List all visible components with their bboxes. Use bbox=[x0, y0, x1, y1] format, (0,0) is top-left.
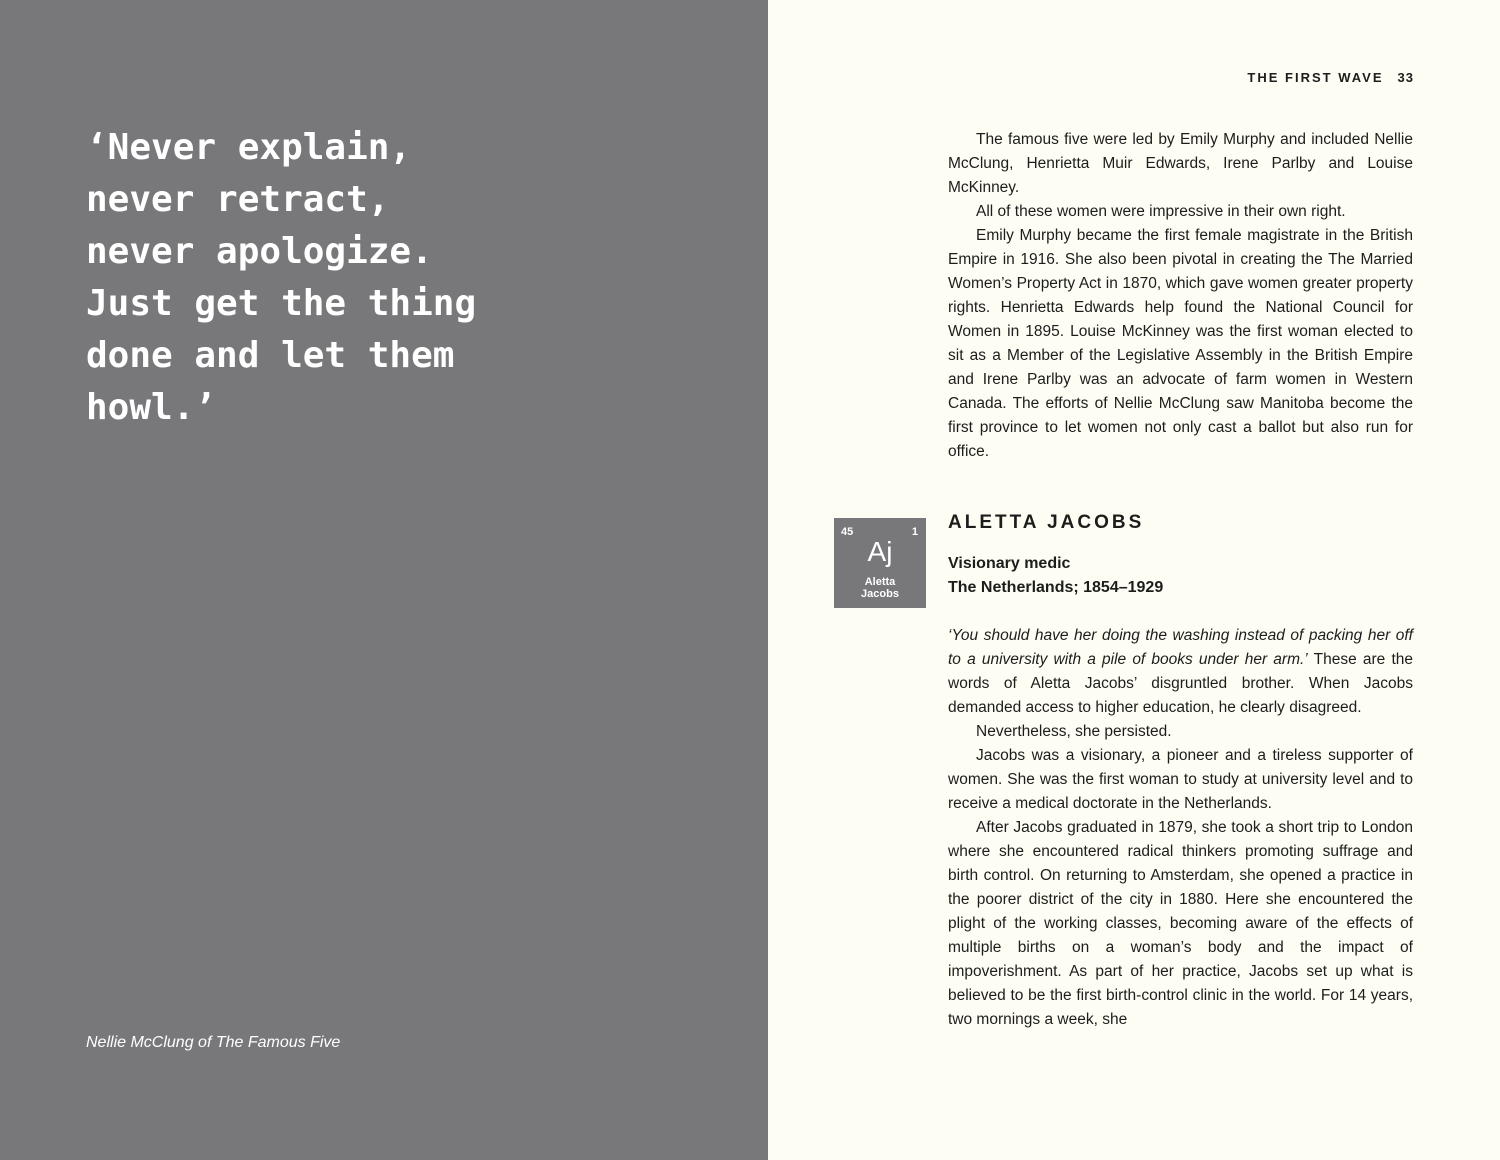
pull-quote: ‘Never explain, never retract, never apologize. Just get the thing done and let them howl.’ bbox=[86, 127, 477, 428]
element-symbol: Aj bbox=[867, 536, 893, 567]
element-count: 1 bbox=[911, 526, 918, 538]
element-name: Aletta Jacobs bbox=[861, 576, 899, 600]
running-head bbox=[1247, 70, 1414, 85]
element-tile bbox=[834, 518, 926, 608]
opening-paragraph bbox=[948, 624, 1413, 720]
right-page bbox=[768, 0, 1500, 1160]
running-head-title: THE FIRST WAVE bbox=[1247, 70, 1384, 85]
section-heading: ALETTA JACOBS bbox=[948, 512, 1145, 533]
paragraph: After Jacobs graduated in 1879, she took a short trip to London where she encountered radical thinkers promoting suffrage and birth control. On returning to Amsterdam, she opened a practice in the poorer district of the city in 1880. Here she encountered the plight of the working classes, becoming aware of the effects of multiple births on a woman’s body and the impact of impoverishment. As part of her practice, Jacobs set up what is believed to be the first birth-control clinic in the world. For 14 years, two mornings a week, she bbox=[948, 819, 1413, 1028]
section-subtitle bbox=[948, 552, 1163, 600]
paragraph: The famous five were led by Emily Murphy and included Nellie McClung, Henrietta Muir Edwards, Irene Parlby and Louise McKinney. bbox=[948, 131, 1413, 196]
paragraph: Nevertheless, she persisted. bbox=[976, 723, 1172, 740]
opening-quote: ‘You should have her doing the washing instead of packing her off to a university with a pile of books under her arm.’ bbox=[948, 627, 1413, 668]
subtitle-role: Visionary medic bbox=[948, 555, 1071, 572]
opening-followup: These are the words of Aletta Jacobs’ disgruntled brother. When Jacobs demanded access to higher education, he clearly disagreed. bbox=[948, 651, 1413, 716]
paragraph: Jacobs was a visionary, a pioneer and a tireless supporter of women. She was the first woman to study at university level and to receive a medical doctorate in the Netherlands. bbox=[948, 747, 1413, 812]
paragraph: All of these women were impressive in their own right. bbox=[976, 203, 1346, 220]
page-number: 33 bbox=[1397, 70, 1414, 85]
element-number: 45 bbox=[841, 526, 854, 538]
paragraph: Emily Murphy became the first female magistrate in the British Empire in 1916. She also been pivotal in creating the The Married Women’s Property Act in 1870, which gave women greater property rights. Henrietta Edwards help found the National Council for Women in 1895. Louise McKinney was the first woman elected to sit as a Member of the Legislative Assembly in the British Empire and Irene Parlby was an advocate of farm women in Western Canada. The efforts of Nellie McClung saw Manitoba become the first province to let women not only cast a ballot but also run for office. bbox=[948, 227, 1413, 460]
subtitle-country-dates: The Netherlands; 1854–1929 bbox=[948, 579, 1164, 596]
intro-text bbox=[948, 128, 1413, 464]
biography-text bbox=[948, 624, 1413, 1032]
quote-attribution: Nellie McClung of The Famous Five bbox=[86, 1034, 341, 1051]
